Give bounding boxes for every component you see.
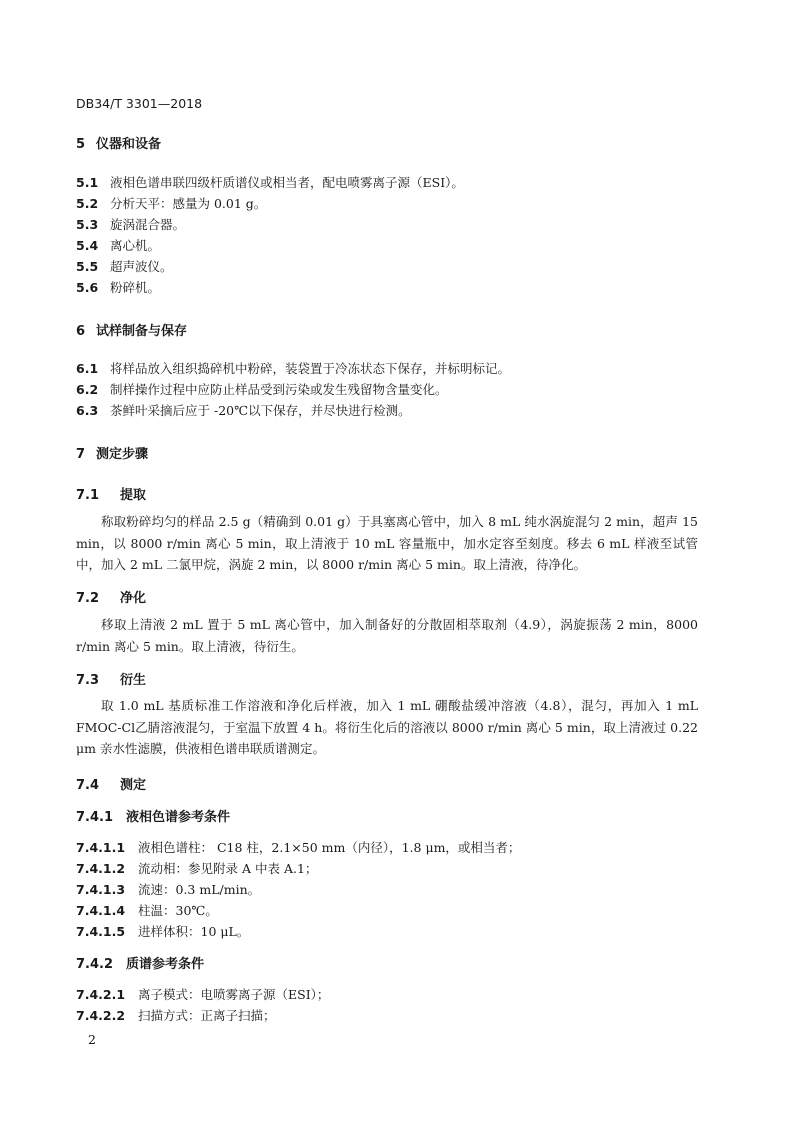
item-text: 流速：0.3 mL/min。: [138, 882, 261, 897]
extraction-paragraph: 称取粉碎均匀的样品 2.5 g（精确到 0.01 g）于具塞离心管中，加入 8 mL 纯水涡旋混匀 2 min，超声 15 min，以 8000 r/min 离心 5 min，取上清液于 10 mL 容量瓶中，加水定容至刻度。移去 6 mL 样液至试管中，加入 2 mL 二氯甲烷，涡旋 2 min，以 8000 r/min 离心 5 min。取上清液，待净化。: [76, 514, 698, 572]
subsection-number: 7.4: [76, 778, 100, 793]
subsection-title: 衍生: [120, 673, 147, 688]
subsection-number: 7.4.1: [76, 810, 114, 825]
item-text: 超声波仪。: [110, 259, 173, 274]
list-item: [76, 173, 464, 191]
list-item: [76, 380, 448, 398]
list-item: [76, 278, 160, 296]
list-item: [76, 901, 218, 919]
item-number: 5.6: [76, 280, 99, 295]
item-number: 7.4.1.4: [76, 903, 126, 918]
subsection-number: 7.2: [76, 591, 100, 606]
subsection-7-3-heading: [76, 669, 146, 688]
subsection-title: 提取: [120, 488, 147, 503]
subsection-title: 质谱参考条件: [126, 957, 205, 972]
subsection-7-4-2-heading: [76, 953, 204, 972]
item-text: 分析天平：感量为 0.01 g。: [110, 196, 267, 211]
item-text: 流动相：参见附录 A 中表 A.1；: [138, 861, 318, 876]
item-number: 7.4.1.5: [76, 924, 126, 939]
section-title: 试样制备与保存: [96, 324, 188, 339]
item-number: 6.1: [76, 361, 99, 376]
item-text: 制样操作过程中应防止样品受到污染或发生残留物含量变化。: [110, 382, 448, 397]
item-number: 7.4.2.2: [76, 1008, 126, 1023]
item-number: 5.2: [76, 196, 99, 211]
item-number: 7.4.2.1: [76, 987, 126, 1002]
item-text: 液相色谱柱： C18 柱，2.1×50 mm（内径），1.8 μm，或相当者；: [138, 840, 521, 855]
item-number: 5.4: [76, 238, 99, 253]
derivatization-paragraph: 取 1.0 mL 基质标准工作溶液和净化后样液，加入 1 mL 硼酸盐缓冲溶液（4.8），混匀，再加入 1 mL FMOC-Cl乙腈溶液混匀，于室温下放置 4 h。将衍生化后的溶液以 8000 r/min 离心 5 min，取上清液过 0.22 μm 亲水性滤膜，供液相色谱串联质谱测定。: [76, 698, 698, 756]
list-item: [76, 257, 173, 275]
section-5-heading: [76, 133, 161, 152]
list-item: [76, 880, 260, 898]
document-code: DB34/T 3301—2018: [76, 96, 203, 111]
item-number: 7.4.1.1: [76, 840, 126, 855]
item-number: 7.4.1.3: [76, 882, 126, 897]
item-number: 5.3: [76, 217, 99, 232]
item-number: 6.2: [76, 382, 99, 397]
section-title: 测定步骤: [96, 447, 149, 462]
list-item: [76, 236, 160, 254]
list-item: [76, 985, 329, 1003]
subsection-number: 7.3: [76, 673, 100, 688]
subsection-title: 测定: [120, 778, 147, 793]
section-title: 仪器和设备: [96, 137, 162, 152]
subsection-number: 7.1: [76, 488, 100, 503]
item-number: 5.1: [76, 175, 99, 190]
list-item: [76, 838, 520, 856]
list-item: [76, 1006, 276, 1024]
section-number: 7: [76, 447, 86, 462]
item-text: 茶鲜叶采摘后应于 -20℃以下保存，并尽快进行检测。: [110, 403, 411, 418]
page-number: 2: [88, 1032, 96, 1047]
subsection-7-4-1-heading: [76, 806, 230, 825]
item-text: 柱温：30℃。: [138, 903, 218, 918]
item-text: 离子模式：电喷雾离子源（ESI）；: [138, 987, 330, 1002]
subsection-title: 液相色谱参考条件: [126, 810, 231, 825]
section-7-heading: [76, 443, 148, 462]
item-text: 粉碎机。: [110, 280, 161, 295]
list-item: [76, 215, 185, 233]
list-item: [76, 401, 411, 419]
item-text: 进样体积：10 μL。: [138, 924, 250, 939]
list-item: [76, 922, 249, 940]
list-item: [76, 859, 317, 877]
item-number: 5.5: [76, 259, 99, 274]
list-item: [76, 194, 266, 212]
item-text: 扫描方式：正离子扫描；: [138, 1008, 276, 1023]
item-text: 旋涡混合器。: [110, 217, 186, 232]
item-text: 离心机。: [110, 238, 161, 253]
section-6-heading: [76, 320, 187, 339]
subsection-number: 7.4.2: [76, 957, 114, 972]
cleanup-paragraph: 移取上清液 2 mL 置于 5 mL 离心管中，加入制备好的分散固相萃取剂（4.9），涡旋振荡 2 min，8000 r/min 离心 5 min。取上清液，待衍生。: [76, 617, 698, 654]
item-text: 将样品放入组织捣碎机中粉碎，装袋置于冷冻状态下保存，并标明标记。: [110, 361, 511, 376]
list-item: [76, 359, 510, 377]
subsection-7-4-heading: [76, 774, 146, 793]
subsection-7-1-heading: [76, 484, 146, 503]
subsection-7-2-heading: [76, 587, 146, 606]
item-text: 液相色谱串联四级杆质谱仪或相当者，配电喷雾离子源（ESI）。: [110, 175, 464, 190]
section-number: 6: [76, 324, 86, 339]
item-number: 7.4.1.2: [76, 861, 126, 876]
subsection-title: 净化: [120, 591, 147, 606]
item-number: 6.3: [76, 403, 99, 418]
section-number: 5: [76, 137, 86, 152]
